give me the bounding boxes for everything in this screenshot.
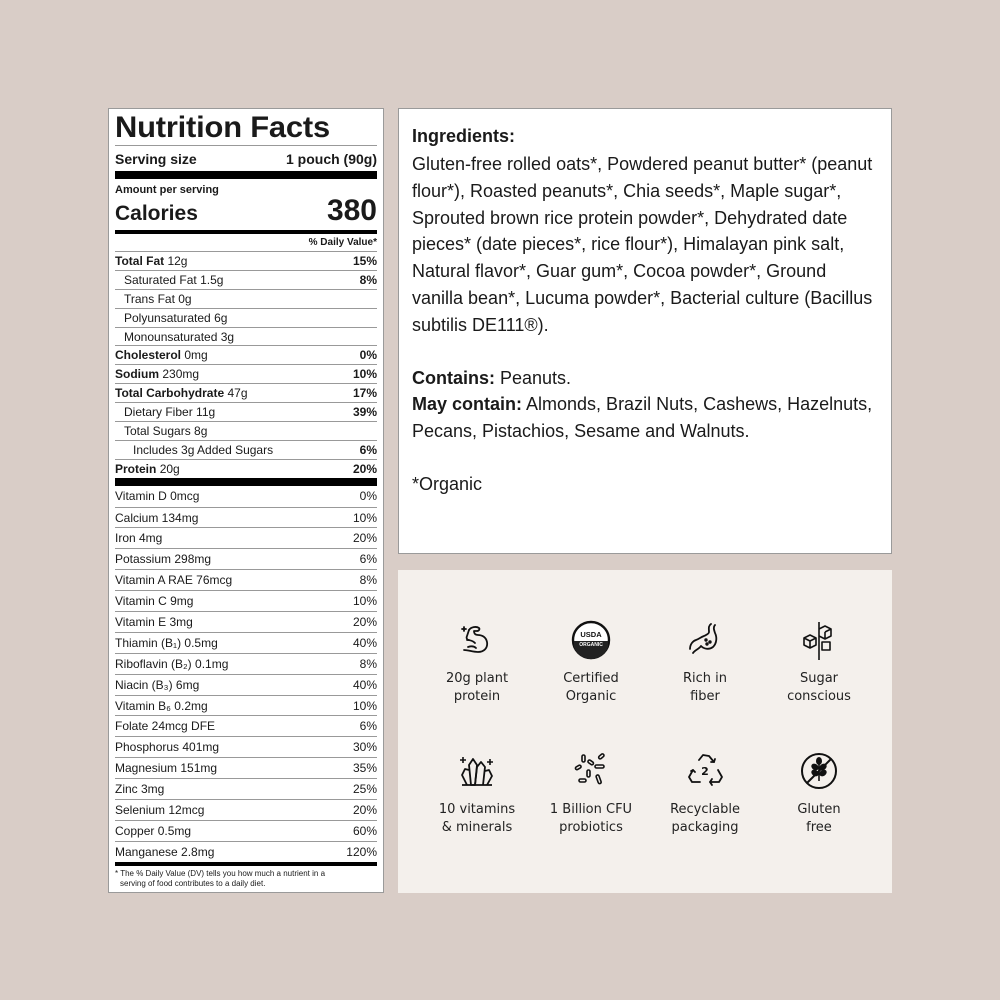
features-grid [420,620,880,837]
nutrient-name: Potassium 298mg [115,552,212,567]
daily-value-percent: 6% [359,552,377,567]
nutrient-name: Sodium 230mg [115,367,200,382]
feature-label: 20g plant protein [445,671,509,704]
daily-value-percent: 40% [352,635,377,650]
features-panel [398,570,892,893]
nutrient-name: Trans Fat 0g [124,291,192,306]
micro-row [115,715,377,736]
nutrient-name: Niacin (B₃) 6mg [115,677,200,692]
nutrient-name: Iron 4mg [115,531,163,546]
micro-row [115,799,377,820]
daily-value-percent: 20% [352,531,377,546]
svg-text:2: 2 [701,765,709,778]
micro-row [115,695,377,716]
feature-recyclable [648,751,762,837]
daily-value-footnote [115,866,377,889]
flexed-arm-icon [457,620,497,660]
daily-value-percent: 40% [352,677,377,692]
micro-row [115,674,377,695]
contains-line [412,365,878,392]
daily-value-percent: 20% [352,802,377,817]
ingredients-panel [398,108,892,554]
thick-divider [115,171,377,179]
macro-row [115,364,377,383]
nutrient-name: Vitamin C 9mg [115,594,194,609]
micro-row [115,632,377,653]
daily-value-percent: 0% [359,348,377,363]
nutrient-name: Phosphorus 401mg [115,740,220,755]
daily-value-percent: 35% [352,761,377,776]
daily-value-percent: 25% [352,782,377,797]
nutrient-name: Vitamin B₆ 0.2mg [115,698,208,713]
micro-row [115,569,377,590]
probiotics-icon [571,751,611,791]
nutrient-name: Cholesterol 0mg [115,348,208,363]
organic-note: *Organic [412,473,483,494]
crystals-icon [457,751,497,791]
feature-certified-organic [534,620,648,706]
macro-row [115,459,377,478]
feature-vitamins-minerals [420,751,534,837]
gluten-free-icon [799,751,839,791]
daily-value-percent: 60% [352,823,377,838]
nutrient-name: Total Carbohydrate 47g [115,386,248,401]
daily-value-percent: 30% [352,740,377,755]
micro-row [115,548,377,569]
micro-row [115,736,377,757]
daily-value-percent: 39% [352,405,377,420]
feature-sugar-conscious [762,620,876,706]
may-contain-label: May contain: [412,394,523,415]
feature-label: Sugar conscious [787,671,851,704]
sugar-cubes-icon [799,620,839,660]
nutrient-name: Calcium 134mg [115,510,199,525]
feature-rich-in-fiber [648,620,762,706]
nutrient-name: Total Sugars 8g [124,423,208,438]
nutrient-name: Copper 0.5mg [115,823,192,838]
svg-text:ORGANIC: ORGANIC [579,642,603,648]
daily-value-percent: 0% [359,489,377,504]
may-contain-value: Almonds, Brazil Nuts, Cashews, Hazelnuts, Pecans, Pistachios, Sesame and Walnuts. [412,394,873,442]
macro-row [115,383,377,402]
daily-value-percent: 6% [359,719,377,734]
nutrient-name: Vitamin A RAE 76mcg [115,573,233,588]
daily-value-percent: 20% [352,614,377,629]
daily-value-percent: 10% [352,510,377,525]
feature-label: Certified Organic [563,671,619,704]
recycle-2-icon [685,751,725,791]
nutrition-title: Nutrition Facts [115,111,330,144]
daily-value-percent: 20% [352,461,377,476]
nutrient-name: Includes 3g Added Sugars [133,442,274,457]
nutrient-name: Zinc 3mg [115,782,165,797]
daily-value-percent: 120% [346,844,377,859]
micro-row [115,757,377,778]
micro-row [115,507,377,528]
serving-size-value: 1 pouch (90g) [285,150,377,167]
usda-organic-icon [571,620,611,660]
micro-row [115,590,377,611]
nutrient-name: Magnesium 151mg [115,761,218,776]
nutrient-name: Monounsaturated 3g [124,329,235,344]
calories-label: Calories [115,202,198,225]
macro-row [115,270,377,289]
nutrient-name: Vitamin E 3mg [115,614,193,629]
nutrient-name: Riboflavin (B₂) 0.1mg [115,656,229,671]
svg-text:USDA: USDA [580,630,602,639]
nutrient-name: Dietary Fiber 11g [124,405,216,420]
thick-divider [115,478,377,486]
macro-row [115,327,377,346]
daily-value-percent: 15% [352,253,377,268]
micro-row [115,778,377,799]
nutrient-name: Thiamin (B₁) 0.5mg [115,635,218,650]
nutrition-facts-panel [108,108,384,893]
micro-row [115,841,377,862]
serving-size-label: Serving size [115,150,197,167]
feature-gluten-free [762,751,876,837]
macro-row [115,402,377,421]
footnote-line-1: * The % Daily Value (DV) tells you how much a nutrient in a [115,868,326,878]
contains-label: Contains: [412,367,495,388]
micro-nutrient-list [115,486,377,862]
daily-value-percent: 8% [359,656,377,671]
nutrient-name: Selenium 12mcg [115,802,205,817]
daily-value-percent: 10% [352,594,377,609]
daily-value-header: % Daily Value* [308,237,377,248]
amount-per-serving: Amount per serving [115,184,219,196]
nutrient-name: Folate 24mcg DFE [115,719,216,734]
stomach-icon [685,620,725,660]
daily-value-percent: 6% [359,442,377,457]
macro-row [115,289,377,308]
micro-row [115,820,377,841]
macro-row [115,251,377,270]
feature-label: Recyclable packaging [670,802,740,835]
nutrient-name: Vitamin D 0mcg [115,489,200,504]
daily-value-percent: 10% [352,367,377,382]
footnote-line-2: serving of food contributes to a daily diet. [120,878,266,888]
micro-row [115,653,377,674]
feature-probiotics [534,751,648,837]
daily-value-percent: 8% [359,573,377,588]
macro-row [115,308,377,327]
feature-label: Rich in fiber [682,671,727,704]
nutrient-name: Manganese 2.8mg [115,844,215,859]
nutrient-name: Total Fat 12g [115,253,188,268]
feature-label: 1 Billion CFU probiotics [549,802,633,835]
ingredients-heading: Ingredients: [412,126,516,146]
micro-row [115,611,377,632]
nutrient-name: Protein 20g [115,461,180,476]
calories-row [115,196,377,226]
macro-row [115,345,377,364]
daily-value-percent: 10% [352,698,377,713]
calories-value: 380 [326,194,377,227]
macro-nutrient-list [115,251,377,478]
serving-size-row [115,146,377,171]
macro-row [115,440,377,459]
nutrient-name: Saturated Fat 1.5g [124,272,224,287]
macro-row [115,421,377,440]
micro-row [115,527,377,548]
feature-plant-protein [420,620,534,706]
ingredients-text: Gluten-free rolled oats*, Powdered peanut butter* (peanut flour*), Roasted peanuts*, Chia seeds*, Maple sugar*, Sprouted brown rice protein powder*, Dehydrated date pieces* (date pieces*, rice flour*), Himalayan pink salt, Natural flavor*, Guar gum*, Cocoa powder*, Ground vanilla bean*, Lucuma powder*, Bacterial culture (Bacillus subtilis DE111®). [412,154,873,335]
nutrient-name: Polyunsaturated 6g [124,310,228,325]
may-contain-line [412,391,878,445]
daily-value-percent: 8% [359,272,377,287]
contains-value: Peanuts. [495,367,572,388]
feature-label: 10 vitamins & minerals [438,802,516,835]
feature-label: Gluten free [797,802,841,835]
daily-value-percent: 17% [352,386,377,401]
micro-row [115,486,377,507]
